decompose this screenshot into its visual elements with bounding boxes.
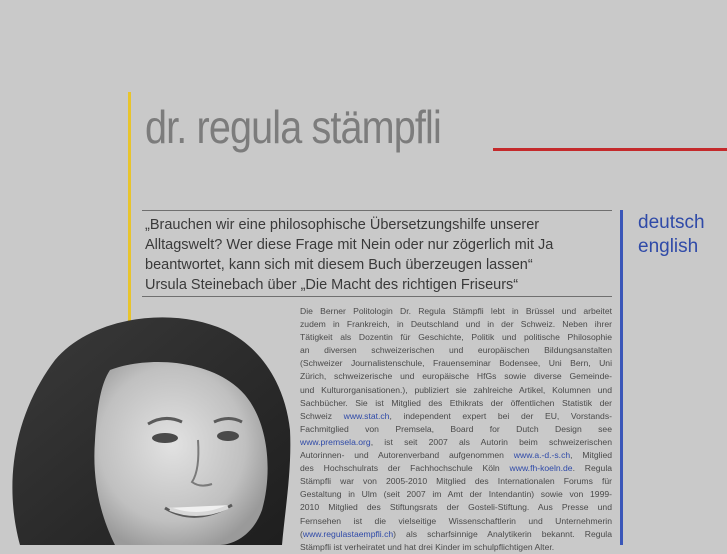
bio-line: 2010 Mitglied des Stiftungsrats der Gosteli-Stiftung. Aus Presse und <box>300 502 612 513</box>
bio-line: zudem in Frankreich, in Deutschland und in der Schweiz. Neben ihrer <box>300 319 612 330</box>
bio-text: ( <box>300 528 303 539</box>
bio-line: (Schweizer Journalistenschule, Frauenseminar Bodensee, Uni Bern, Uni <box>300 358 612 369</box>
bio-line: an diversen schweizerischen und europäischen Bildungsanstalten <box>300 345 612 356</box>
bio-line: Sachbücher. Sie ist Mitglied des Ethikrats der öffentlichen Statistik der <box>300 397 612 408</box>
quote-line: beantwortet, kann sich mit diesem Buch überzeugen lassen“ <box>145 257 533 273</box>
link-ads[interactable]: www.a.-d.-s.ch <box>513 450 571 461</box>
blue-accent-line <box>620 210 623 545</box>
bio-line: Die Berner Politologin Dr. Regula Stämpfli lebt in Brüssel und arbeitet <box>300 306 612 316</box>
link-fh-koeln[interactable]: www.fh-koeln.de <box>509 463 573 474</box>
bio-text: des Hochschulrats der Fachhochschule Köln <box>300 463 500 474</box>
bio-line: und Kulturorganisationen.), publiziert sie zahlreiche Artikel, Kolumnen und <box>300 384 612 395</box>
bio-line <box>300 410 612 423</box>
quote-line: „Brauchen wir eine philosophische Übersetzungshilfe unserer <box>145 217 540 233</box>
bio-line <box>300 436 612 449</box>
bio-text: . Regula <box>572 463 613 474</box>
quote-attribution: Ursula Steinebach über „Die Macht des richtigen Friseurs“ <box>145 277 519 293</box>
link-stat-ch[interactable]: www.stat.ch <box>343 410 390 421</box>
bio-line: Gestaltung in Ulm (seit 2007 im Amt der Intendantin) sowie von 1999- <box>300 489 612 500</box>
red-accent-line <box>493 148 727 151</box>
quote-divider-bottom <box>142 296 612 297</box>
quote-block <box>145 215 615 295</box>
bio-text: , independent expert bei der EU, Vorstands- <box>389 410 612 421</box>
site-title: dr. regula stämpfli <box>145 101 441 153</box>
quote-line: Alltagswelt? Wer diese Frage mit Nein oder nur zögerlich mit Ja <box>145 237 554 253</box>
portrait-photo <box>0 300 300 545</box>
language-nav <box>638 211 705 259</box>
bio-text: ) als scharfsinnige Analytikerin bekannt. Regula <box>393 528 612 539</box>
bio-text: Autorinnen- und Autorenverband aufgenommen <box>300 450 504 461</box>
bio-line: Tätigkeit als Dozentin für Geschichte, Politik und politische Philosophie <box>300 332 612 343</box>
bio-text: , ist seit 2007 als Autorin beim schweizerischen <box>370 436 612 447</box>
bio-line: Fernsehen ist die vielseitige Wissenschaftlerin und Unternehmerin <box>300 515 612 526</box>
bio-text: , Mitglied <box>570 450 613 461</box>
bio-line: Stämpfli ist verheiratet und hat drei Kinder im schulpflichtigen Alter. <box>300 541 555 552</box>
link-premsela[interactable]: www.premsela.org <box>300 436 371 447</box>
link-regulastaempfli[interactable]: www.regulastaempfli.ch <box>302 528 394 539</box>
bio-line <box>300 528 612 541</box>
quote-divider-top <box>142 210 612 211</box>
lang-link-english[interactable]: english <box>638 236 699 257</box>
bio-line: Fachmitglied von Premsela, Board for Dutch Design see <box>300 423 612 434</box>
lang-link-deutsch[interactable]: deutsch <box>638 212 705 233</box>
bio-line: Zürich, schweizerische und europäische HfGs sowie diverse Gemeinde- <box>300 371 612 382</box>
bio-text: Schweiz <box>300 410 332 421</box>
bio-line: Stämpfli war von 2005-2010 Mitglied des Internationalen Forums für <box>300 476 612 487</box>
bio-line <box>300 462 612 475</box>
biography-text <box>300 305 612 554</box>
bio-line <box>300 449 612 462</box>
